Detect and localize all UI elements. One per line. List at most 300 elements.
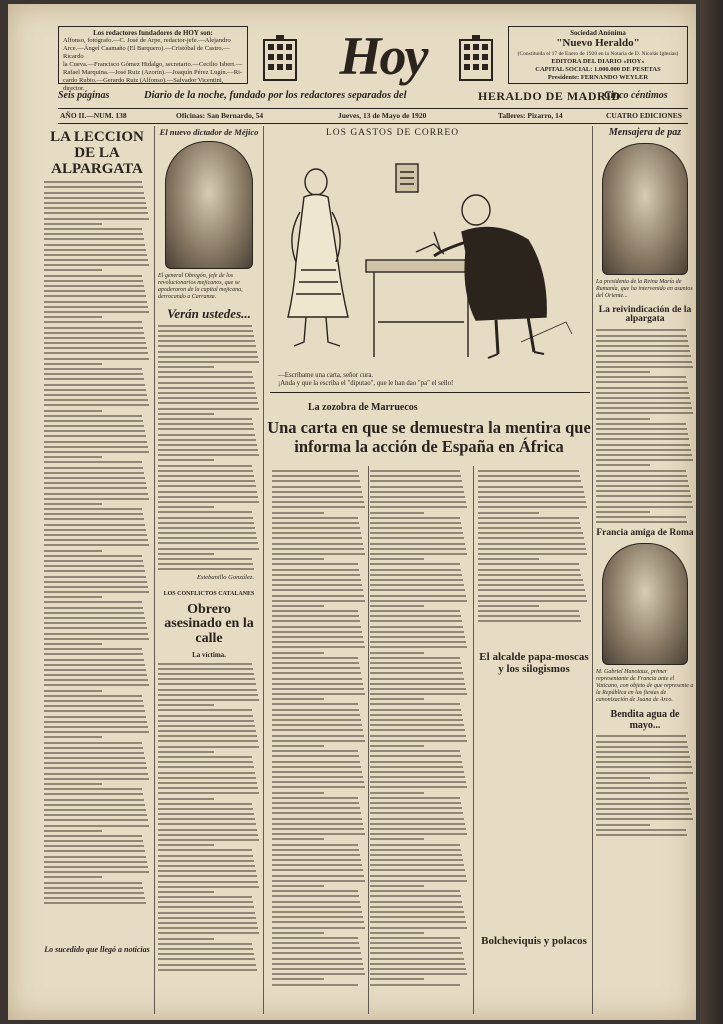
text-line bbox=[478, 496, 585, 498]
text-line bbox=[370, 838, 424, 840]
publisher-box bbox=[508, 26, 688, 84]
text-line bbox=[44, 596, 102, 598]
text-line bbox=[370, 766, 463, 768]
center-col-a bbox=[272, 466, 366, 1014]
article-title: LA LECCION DE LA ALPARGATA bbox=[50, 129, 144, 177]
text-line bbox=[370, 854, 462, 856]
text-line bbox=[370, 807, 462, 809]
text-line bbox=[370, 522, 461, 524]
text-line bbox=[596, 335, 687, 337]
workshops-address: Talleres: Pizarro, 14 bbox=[498, 111, 563, 120]
text-line bbox=[158, 376, 253, 378]
article-title: Obrero asesinado en la calle bbox=[164, 601, 254, 646]
section-label: LOS CONFLICTOS CATALANES bbox=[163, 590, 255, 597]
text-line bbox=[158, 699, 259, 701]
text-line bbox=[158, 715, 253, 717]
text-line bbox=[44, 430, 145, 432]
text-line bbox=[158, 345, 256, 347]
text-line bbox=[272, 978, 324, 980]
text-line bbox=[44, 633, 148, 635]
text-line bbox=[158, 351, 257, 353]
text-line bbox=[158, 465, 252, 467]
text-line bbox=[158, 694, 258, 696]
text-line bbox=[596, 433, 688, 435]
text-line bbox=[44, 306, 148, 308]
text-line bbox=[158, 428, 254, 430]
text-line bbox=[272, 875, 364, 877]
text-line bbox=[370, 636, 465, 638]
text-line bbox=[370, 978, 424, 980]
text-line bbox=[44, 788, 142, 790]
cartoon-illustration bbox=[266, 142, 588, 370]
text-line bbox=[44, 560, 143, 562]
text-line bbox=[370, 615, 461, 617]
text-line bbox=[596, 340, 688, 342]
text-line bbox=[272, 932, 324, 934]
text-line bbox=[272, 605, 324, 607]
text-line bbox=[272, 698, 324, 700]
text-line bbox=[272, 833, 365, 835]
text-line bbox=[272, 703, 358, 705]
text-line bbox=[272, 724, 362, 726]
text-line bbox=[370, 605, 424, 607]
column-rule bbox=[154, 126, 155, 1014]
tagline-paper: HERALDO DE MADRID bbox=[478, 89, 621, 103]
text-line bbox=[158, 501, 259, 503]
text-line bbox=[158, 558, 252, 560]
text-line bbox=[44, 461, 142, 463]
article-body bbox=[44, 181, 150, 904]
text-line bbox=[272, 709, 359, 711]
text-line bbox=[370, 558, 424, 560]
text-line bbox=[158, 938, 214, 940]
text-line bbox=[44, 181, 142, 183]
text-line bbox=[272, 921, 364, 923]
text-line bbox=[44, 327, 143, 329]
text-line bbox=[272, 916, 363, 918]
text-line bbox=[272, 584, 362, 586]
binding-edge bbox=[700, 0, 723, 1024]
text-line bbox=[370, 729, 465, 731]
text-line bbox=[370, 672, 463, 674]
text-line bbox=[478, 517, 579, 519]
text-line bbox=[158, 766, 254, 768]
text-line bbox=[44, 337, 145, 339]
text-line bbox=[44, 316, 102, 318]
text-line bbox=[272, 574, 360, 576]
text-line bbox=[370, 761, 462, 763]
text-line bbox=[478, 522, 580, 524]
text-line bbox=[44, 581, 147, 583]
text-line bbox=[158, 932, 259, 934]
text-line bbox=[370, 501, 466, 503]
text-line bbox=[158, 413, 214, 415]
text-line bbox=[158, 927, 258, 929]
text-line bbox=[596, 397, 690, 399]
text-line bbox=[44, 347, 147, 349]
text-line bbox=[158, 330, 253, 332]
text-line bbox=[44, 513, 143, 515]
portrait-messenger bbox=[602, 143, 688, 275]
text-line bbox=[272, 532, 361, 534]
text-line bbox=[596, 480, 688, 482]
text-line bbox=[478, 501, 586, 503]
logo-hoy: Hoy bbox=[339, 26, 427, 86]
text-line bbox=[370, 942, 461, 944]
text-line bbox=[596, 829, 686, 831]
text-line bbox=[370, 781, 466, 783]
text-line bbox=[44, 742, 142, 744]
text-line bbox=[596, 392, 689, 394]
text-line bbox=[44, 352, 148, 354]
text-line bbox=[158, 459, 214, 461]
publisher-line: EDITORA DEL DIARIO «HOY» bbox=[551, 58, 645, 65]
text-line bbox=[272, 475, 359, 477]
text-line bbox=[158, 568, 254, 570]
text-line bbox=[44, 835, 142, 837]
photo-caption: La presidenta de la Reina María de Rumanía, que ha intervenido en asuntos del Oriente... bbox=[596, 278, 693, 299]
text-line bbox=[272, 667, 360, 669]
text-line bbox=[370, 880, 467, 882]
text-line bbox=[370, 828, 466, 830]
text-line bbox=[370, 657, 460, 659]
text-line bbox=[478, 574, 581, 576]
text-line bbox=[478, 579, 583, 581]
text-line bbox=[44, 425, 144, 427]
text-line bbox=[44, 321, 142, 323]
text-line bbox=[370, 548, 466, 550]
text-line bbox=[370, 792, 424, 794]
text-line bbox=[370, 895, 461, 897]
text-line bbox=[44, 799, 144, 801]
publisher-name: "Nuevo Heraldo" bbox=[556, 37, 640, 49]
text-line bbox=[158, 527, 255, 529]
text-line bbox=[272, 626, 361, 628]
text-line bbox=[596, 824, 650, 826]
text-line bbox=[596, 808, 691, 810]
text-line bbox=[370, 517, 460, 519]
text-line bbox=[370, 958, 464, 960]
text-line bbox=[158, 668, 253, 670]
text-line bbox=[158, 792, 259, 794]
founders-line: cardo Rubio.—Gerardo Ruiz (Alfonso).—Salvador Vicentini, director. bbox=[63, 77, 224, 92]
text-line bbox=[370, 683, 465, 685]
text-line bbox=[44, 612, 144, 614]
text-line bbox=[272, 678, 362, 680]
text-line bbox=[272, 595, 364, 597]
text-line bbox=[44, 690, 102, 692]
text-line bbox=[44, 399, 148, 401]
text-line bbox=[370, 947, 462, 949]
text-line bbox=[44, 207, 147, 209]
text-line bbox=[44, 228, 142, 230]
article-title-bottom: Lo sucedido que llegó a noticias bbox=[44, 945, 150, 954]
text-line bbox=[478, 543, 585, 545]
text-line bbox=[370, 776, 465, 778]
text-line bbox=[596, 735, 686, 737]
text-line bbox=[370, 984, 460, 986]
text-line bbox=[272, 890, 358, 892]
editions-note: CUATRO EDICIONES bbox=[606, 111, 682, 120]
text-line bbox=[44, 534, 147, 536]
text-line bbox=[44, 550, 102, 552]
text-line bbox=[370, 631, 464, 633]
text-line bbox=[272, 755, 359, 757]
text-line bbox=[44, 710, 145, 712]
text-line bbox=[272, 885, 324, 887]
text-line bbox=[44, 669, 146, 671]
article-body bbox=[478, 470, 588, 622]
center-subarticle-title: Bolcheviquis y polacos bbox=[481, 935, 587, 947]
text-line bbox=[370, 527, 462, 529]
text-line bbox=[44, 892, 144, 894]
text-line bbox=[44, 202, 146, 204]
text-line bbox=[158, 485, 256, 487]
text-line bbox=[596, 506, 693, 508]
text-line bbox=[44, 700, 143, 702]
text-line bbox=[44, 524, 145, 526]
portrait-hanotaux bbox=[602, 543, 688, 665]
center-col-c bbox=[478, 466, 588, 1014]
text-line bbox=[158, 673, 254, 675]
text-line bbox=[596, 777, 650, 779]
text-line bbox=[44, 871, 149, 873]
text-line bbox=[272, 963, 363, 965]
text-line bbox=[370, 646, 467, 648]
text-line bbox=[158, 444, 257, 446]
text-line bbox=[44, 804, 145, 806]
text-line bbox=[596, 792, 688, 794]
text-line bbox=[44, 363, 102, 365]
text-line bbox=[158, 522, 254, 524]
text-line bbox=[272, 818, 362, 820]
text-line bbox=[370, 595, 466, 597]
text-line bbox=[158, 906, 254, 908]
text-line bbox=[596, 766, 692, 768]
text-line bbox=[158, 678, 255, 680]
text-line bbox=[272, 693, 365, 695]
text-line bbox=[272, 579, 361, 581]
text-line bbox=[44, 721, 147, 723]
text-line bbox=[158, 901, 253, 903]
text-line bbox=[370, 688, 466, 690]
text-line bbox=[272, 942, 359, 944]
text-line bbox=[44, 716, 146, 718]
center-col-b bbox=[370, 466, 468, 1014]
issue-number: AÑO II.—NUM. 138 bbox=[60, 111, 127, 120]
text-line bbox=[44, 544, 149, 546]
text-line bbox=[596, 454, 692, 456]
text-line bbox=[44, 830, 102, 832]
text-line bbox=[596, 485, 689, 487]
text-line bbox=[370, 755, 461, 757]
text-line bbox=[158, 423, 253, 425]
text-line bbox=[44, 850, 145, 852]
text-line bbox=[158, 356, 258, 358]
text-line bbox=[272, 501, 364, 503]
text-line bbox=[370, 703, 460, 705]
text-line bbox=[44, 684, 149, 686]
text-line bbox=[44, 186, 143, 188]
text-line bbox=[272, 880, 365, 882]
text-line bbox=[272, 952, 361, 954]
text-line bbox=[596, 345, 689, 347]
text-line bbox=[158, 720, 254, 722]
text-line bbox=[272, 688, 364, 690]
text-line bbox=[370, 906, 463, 908]
text-line bbox=[370, 823, 465, 825]
text-line bbox=[596, 423, 686, 425]
text-line bbox=[370, 963, 465, 965]
text-line bbox=[370, 833, 467, 835]
text-line bbox=[44, 861, 147, 863]
text-line bbox=[370, 745, 424, 747]
text-line bbox=[158, 496, 258, 498]
text-line bbox=[370, 719, 463, 721]
text-line bbox=[370, 802, 461, 804]
text-line bbox=[44, 254, 147, 256]
text-line bbox=[596, 381, 687, 383]
text-line bbox=[478, 589, 585, 591]
text-line bbox=[44, 238, 144, 240]
text-line bbox=[272, 937, 358, 939]
text-line bbox=[596, 387, 688, 389]
text-line bbox=[272, 828, 364, 830]
pages-count: Seis páginas bbox=[58, 90, 110, 101]
founders-heading: Los redactores fundadores de HOY son: bbox=[93, 29, 213, 37]
text-line bbox=[44, 752, 144, 754]
text-line bbox=[272, 750, 358, 752]
text-line bbox=[370, 932, 424, 934]
text-line bbox=[44, 747, 143, 749]
text-line bbox=[158, 511, 252, 513]
article-body bbox=[272, 470, 366, 986]
text-line bbox=[158, 823, 256, 825]
text-line bbox=[370, 662, 461, 664]
text-line bbox=[44, 269, 102, 271]
text-line bbox=[272, 641, 364, 643]
text-line bbox=[158, 958, 255, 960]
text-line bbox=[158, 704, 214, 706]
text-line bbox=[272, 496, 363, 498]
text-line bbox=[370, 491, 464, 493]
text-line bbox=[370, 512, 424, 514]
text-line bbox=[370, 885, 424, 887]
text-line bbox=[370, 916, 465, 918]
text-line bbox=[370, 859, 463, 861]
text-line bbox=[370, 626, 463, 628]
text-line bbox=[44, 192, 144, 194]
text-line bbox=[44, 342, 146, 344]
text-line bbox=[158, 418, 252, 420]
photo-caption: M. Gabriel Hanotaux, primer representante de Francia ante el Vaticano, con objeto de que represente a la República en las fiestas de canonización de Juana de Arco. bbox=[596, 669, 694, 704]
text-line bbox=[44, 197, 145, 199]
text-line bbox=[158, 730, 256, 732]
text-line bbox=[44, 664, 145, 666]
text-line bbox=[478, 480, 581, 482]
text-line bbox=[158, 798, 214, 800]
text-line bbox=[478, 553, 587, 555]
text-line bbox=[370, 818, 464, 820]
text-line bbox=[478, 486, 583, 488]
text-line bbox=[44, 825, 149, 827]
text-line bbox=[44, 840, 143, 842]
text-line bbox=[272, 786, 365, 788]
text-line bbox=[44, 731, 149, 733]
text-line bbox=[158, 340, 255, 342]
text-line bbox=[44, 659, 144, 661]
column-rule bbox=[592, 126, 593, 1014]
text-line bbox=[158, 746, 259, 748]
text-line bbox=[44, 378, 144, 380]
text-line bbox=[370, 911, 464, 913]
text-line bbox=[272, 563, 358, 565]
text-line bbox=[478, 506, 587, 508]
text-line bbox=[370, 952, 463, 954]
text-line bbox=[478, 470, 579, 472]
text-line bbox=[158, 787, 258, 789]
text-line bbox=[596, 371, 650, 373]
section-divider bbox=[270, 392, 590, 393]
text-line bbox=[272, 869, 363, 871]
text-line bbox=[44, 643, 102, 645]
text-line bbox=[44, 290, 145, 292]
text-line bbox=[44, 441, 147, 443]
text-line bbox=[158, 818, 255, 820]
text-line bbox=[158, 870, 256, 872]
text-line bbox=[272, 771, 362, 773]
text-line bbox=[596, 501, 692, 503]
text-line bbox=[158, 969, 257, 971]
article-title: Francia amiga de Roma bbox=[596, 528, 694, 539]
text-line bbox=[158, 475, 254, 477]
text-line bbox=[158, 917, 256, 919]
text-line bbox=[370, 506, 467, 508]
text-line bbox=[272, 947, 360, 949]
text-line bbox=[158, 491, 257, 493]
text-line bbox=[596, 350, 690, 352]
text-line bbox=[272, 797, 358, 799]
tagline-row bbox=[8, 90, 696, 104]
text-line bbox=[478, 600, 587, 602]
text-line bbox=[158, 891, 214, 893]
text-line bbox=[370, 652, 424, 654]
text-line bbox=[370, 579, 463, 581]
text-line bbox=[44, 332, 144, 334]
text-line bbox=[158, 371, 252, 373]
center-subarticle-title: El alcalde papa-moscas y los silogismos bbox=[479, 651, 589, 675]
text-line bbox=[44, 249, 146, 251]
text-line bbox=[158, 849, 252, 851]
text-line bbox=[370, 496, 465, 498]
text-line bbox=[44, 477, 145, 479]
article-body bbox=[370, 470, 468, 986]
text-line bbox=[44, 446, 148, 448]
text-line bbox=[596, 464, 650, 466]
text-line bbox=[596, 495, 691, 497]
text-line bbox=[272, 714, 360, 716]
text-line bbox=[158, 761, 253, 763]
text-line bbox=[44, 420, 143, 422]
text-line bbox=[370, 678, 464, 680]
text-line bbox=[272, 636, 363, 638]
text-line bbox=[596, 444, 690, 446]
text-line bbox=[370, 812, 463, 814]
text-line bbox=[158, 912, 255, 914]
text-line bbox=[44, 778, 149, 780]
text-line bbox=[596, 751, 689, 753]
text-line bbox=[44, 529, 146, 531]
